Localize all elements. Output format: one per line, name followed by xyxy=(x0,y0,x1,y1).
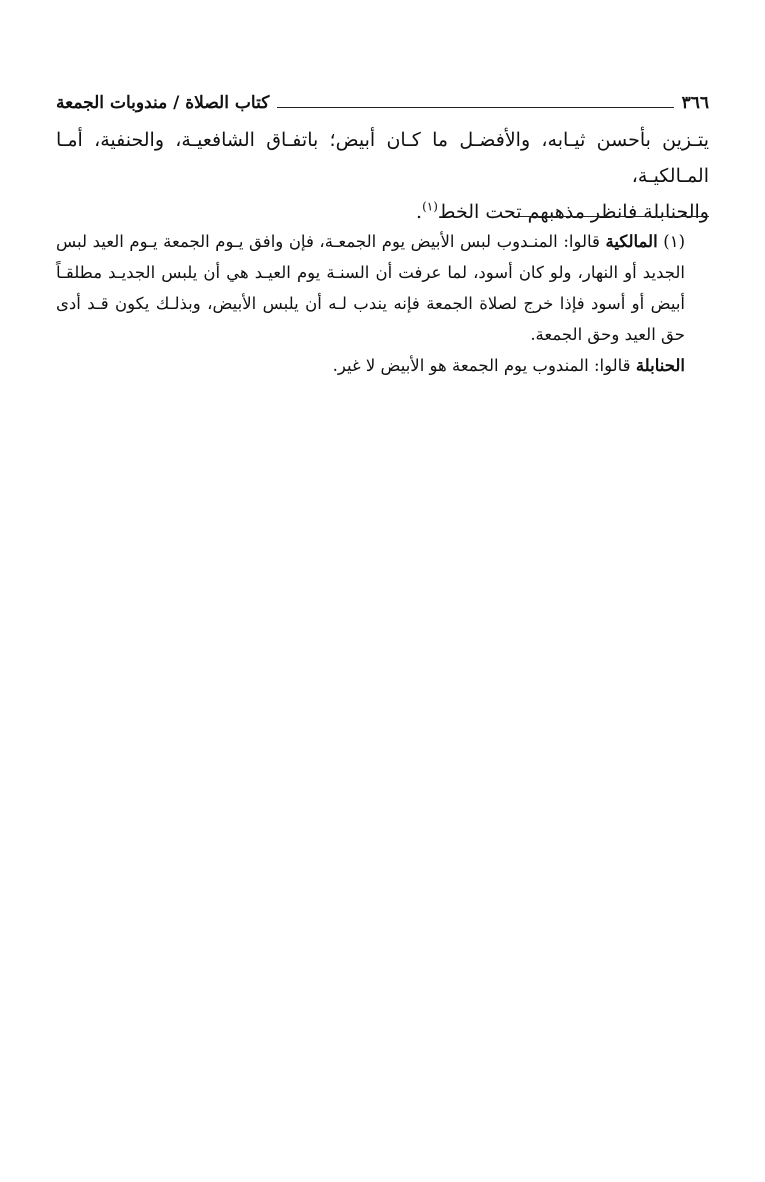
running-title: كتاب الصلاة / مندوبات الجمعة xyxy=(56,93,270,113)
main-text-line xyxy=(56,194,709,230)
madhab-maliki-label: المالكية xyxy=(605,232,658,251)
header-rule xyxy=(277,107,673,108)
footnote-reference[interactable]: (١) xyxy=(422,199,438,214)
footnotes xyxy=(56,226,709,381)
main-text-line-2-end: . xyxy=(416,201,423,223)
footnote-1 xyxy=(56,226,709,350)
madhab-hanbali-label: الحنابلة xyxy=(635,356,685,375)
footnote-2 xyxy=(56,350,709,381)
footnote-separator xyxy=(519,216,709,217)
footnote-1-text: قالوا: المنـدوب لبس الأبيض يوم الجمعـة، فإن وافق يـوم الجمعة يـوم العيد لبس الجديد أو النهار، ولو كان أسود، لما عرفت أن السنـة يوم العيـد هي أن يلبس الجديـد مطلقـاً أبيض أو أسود فإذا خرج لصلاة الجمعة فإنه يندب لـه أن يلبس الأبيض، وبذلـك يكون قـد أدى حق العيد وحق الجمعة. xyxy=(56,232,685,344)
main-text-line-2: والحنابلة فانظر مذهبهم تحت الخط xyxy=(437,201,709,223)
main-text-line-1: يتـزين بأحسن ثيـابه، والأفضـل ما كـان أبيض؛ باتفـاق الشافعيـة، والحنفية، أمـا المـالكيـة، xyxy=(56,129,709,187)
page-number: ٣٦٦ xyxy=(681,93,709,113)
footnote-number: (١) xyxy=(663,232,685,251)
main-text xyxy=(56,122,709,230)
page-header xyxy=(56,88,709,118)
main-text-line xyxy=(56,122,709,194)
footnote-2-text: قالوا: المندوب يوم الجمعة هو الأبيض لا غير. xyxy=(332,356,631,375)
